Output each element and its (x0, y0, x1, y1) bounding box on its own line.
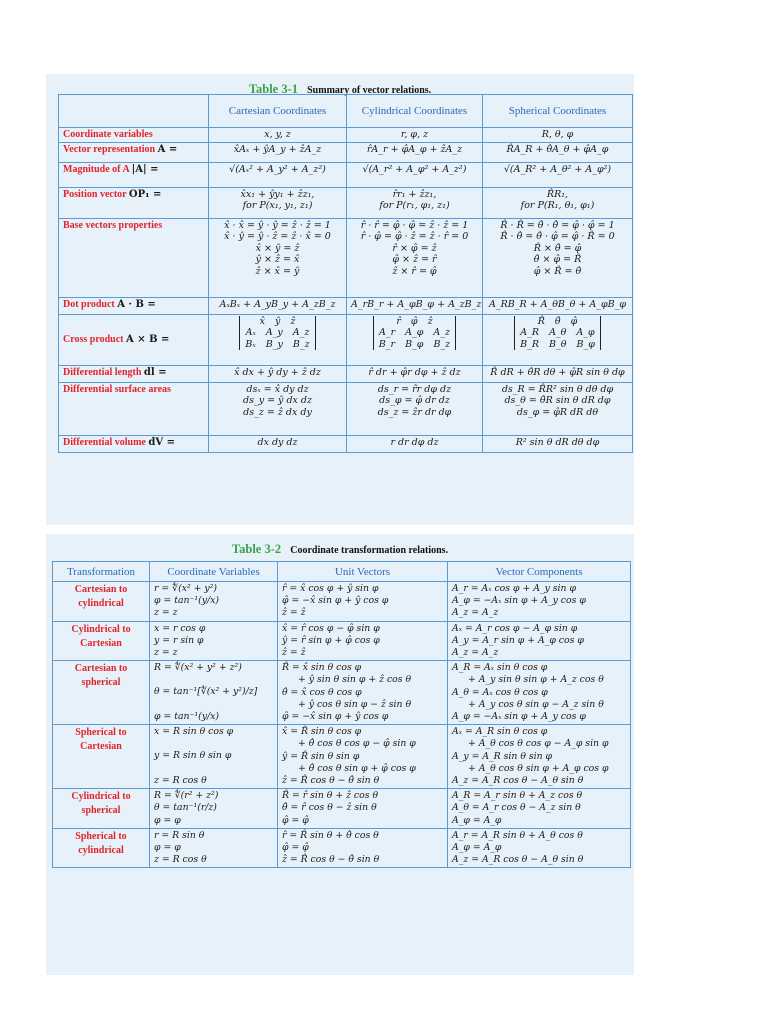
table-row (59, 218, 633, 297)
formula-line: R̂ · R̂ = θ̂ · θ̂ = φ̂ · φ̂ = 1 (500, 219, 615, 231)
determinant-entry: B_y (265, 338, 283, 350)
formula-line: R̂ dR + θ̂R dθ + φ̂R sin θ dφ (490, 366, 625, 378)
cell-sph (483, 162, 633, 187)
table-row (59, 435, 633, 452)
formula-line: ẑ = R̂ cos θ − θ̂ sin θ (282, 854, 380, 866)
cell-units (278, 725, 448, 789)
header-spherical: Spherical Coordinates (483, 95, 633, 128)
determinant-entry: x̂ (259, 315, 265, 327)
formula-line: y = r sin φ (154, 634, 204, 646)
formula-line: ds_y = ŷ dx dz (242, 395, 312, 406)
formula-line: for P(r₁, φ₁, z₁) (379, 200, 450, 211)
row-label-text: Cross product (63, 334, 124, 345)
formula-line: for P(x₁, y₁, z₁) (242, 200, 313, 211)
determinant-entry: A_z (433, 327, 451, 338)
row-label (59, 435, 209, 452)
spacer (154, 674, 273, 686)
cell-cart (209, 187, 347, 218)
formula-line: φ = φ (154, 814, 181, 826)
formula-line: A_φ = A_φ (452, 842, 502, 854)
formula-line: R̂ = r̂ sin θ + ẑ cos θ (282, 790, 379, 802)
cell-cart (209, 142, 347, 162)
cell-cart (209, 218, 347, 297)
formula-line: ds_z = ẑr dr dφ (377, 406, 452, 418)
formula-line: x = r cos φ (154, 622, 206, 634)
row-label-text: Differential length (63, 366, 142, 378)
formula-line: x, y, z (264, 129, 291, 140)
formula-line: A_z = A_z (452, 647, 499, 659)
formula-line: R² sin θ dR dθ dφ (515, 436, 600, 448)
transformation-label-line: spherical (81, 677, 121, 689)
formula-line: ẑ × x̂ = ŷ (255, 265, 300, 277)
formula-line: + ŷ sin θ sin φ + ẑ cos θ (298, 674, 412, 686)
formula-line: r = ∜(x² + y²) (154, 583, 217, 594)
determinant-entry: ŷ (274, 315, 281, 327)
spacer (154, 763, 273, 775)
formula-line: θ = tan⁻¹(r/z) (154, 802, 217, 814)
formula-line: A_θ = A_r cos θ − A_z sin θ (452, 802, 581, 814)
formula-line: r̂ = x̂ cos φ + ŷ sin φ (282, 583, 379, 594)
cell-vars (150, 661, 278, 725)
cell-comps (448, 582, 631, 622)
cell-units (278, 789, 448, 829)
formula-line: A_z = A_R cos θ − A_θ sin θ (452, 775, 584, 787)
table-title: Summary of vector relations. (307, 85, 432, 96)
formula-line: θ̂ = r̂ cos θ − ẑ sin θ (282, 802, 377, 814)
transformation-label-line: Cartesian (80, 637, 122, 649)
cell-units (278, 828, 448, 868)
formula-line: ds_φ = φ̂R dR dθ (516, 406, 599, 418)
vector-relations-table (58, 94, 633, 453)
table-row (59, 314, 633, 365)
determinant-row (379, 327, 450, 339)
table-3-2-panel (46, 534, 634, 975)
determinant-entry: A_z (292, 327, 310, 338)
table-row (59, 162, 633, 187)
determinant-entry: A_φ (405, 327, 424, 338)
formula-line: A_φ = A_φ (452, 814, 502, 826)
row-label (59, 314, 209, 365)
table-row (59, 297, 633, 314)
transformation-label (53, 789, 150, 829)
transformation-label-line: Spherical to (75, 830, 127, 842)
cell-comps (448, 828, 631, 868)
formula-line: θ = tan⁻¹[∜(x² + y²)/z] (154, 686, 258, 698)
determinant-entry: ẑ (427, 315, 433, 327)
formula-line: A_rB_r + A_φB_φ + A_zB_z (351, 298, 482, 310)
cell-cart (209, 297, 347, 314)
cell-cyl (347, 162, 483, 187)
cell-vars (150, 725, 278, 789)
transformation-label (53, 582, 150, 622)
formula-line: x = R sin θ cos φ (154, 726, 234, 738)
formula-line: θ̂ × φ̂ = R̂ (533, 254, 582, 265)
formula-line: ds_r = r̂r dφ dz (377, 383, 452, 395)
transformation-label (53, 725, 150, 789)
determinant-row (520, 339, 595, 351)
table-row (59, 128, 633, 143)
row-label-suffix: dl = (143, 366, 167, 378)
determinant-entry: A_φ (576, 327, 595, 338)
formula-line: φ = φ (154, 842, 181, 854)
row-label-text: Differential surface areas (63, 383, 171, 395)
determinant-entry: A_r (378, 327, 396, 338)
transformation-label-line: Cylindrical to (71, 623, 131, 635)
determinant-entry: B_R (520, 338, 540, 350)
formula-line: R = ∜(x² + y² + z²) (154, 662, 242, 674)
table-row (53, 789, 631, 829)
table-row (53, 828, 631, 868)
determinant-entry: B_r (378, 338, 396, 350)
formula-line: A_r = Aₓ cos φ + A_y sin φ (452, 583, 576, 594)
table-number: Table 3-2 (231, 542, 282, 556)
cell-vars (150, 789, 278, 829)
formula-line: dsₓ = x̂ dy dz (246, 383, 309, 395)
row-label-text: Differential volume (63, 436, 146, 448)
formula-line: y = R sin θ sin φ (154, 750, 232, 762)
formula-line: φ̂ = −x̂ sin φ + ŷ cos φ (282, 595, 389, 607)
cell-cyl (347, 128, 483, 143)
formula-line: z = R cos θ (154, 854, 207, 866)
formula-line: R = ∜(r² + z²) (154, 790, 219, 802)
table-row (59, 382, 633, 435)
formula-line: z = R cos θ (154, 774, 207, 786)
header-coordinate-variables: Coordinate Variables (150, 562, 278, 582)
cell-comps (448, 661, 631, 725)
determinant-row (245, 339, 309, 351)
table-row (53, 621, 631, 661)
determinant-entry: φ̂ (570, 315, 578, 327)
determinant-row (379, 316, 450, 328)
formula-line: ŷ = R̂ sin θ sin φ (282, 750, 360, 762)
cell-cyl (347, 365, 483, 382)
header-cartesian: Cartesian Coordinates (209, 95, 347, 128)
formula-line: r̂ dr + φ̂r dφ + ẑ dz (368, 366, 461, 378)
row-label-suffix: |A| = (131, 163, 159, 175)
determinant-entry: ẑ (290, 315, 296, 327)
formula-line: R, θ, φ (541, 129, 574, 140)
table-3-1-panel (46, 74, 634, 525)
row-label-text: Magnitude of A (63, 163, 130, 175)
formula-line: A_z = A_R cos θ − A_θ sin θ (452, 854, 584, 866)
formula-line: dx dy dz (257, 436, 298, 448)
formula-line: AₓBₓ + A_yB_y + A_zB_z (219, 298, 336, 310)
formula-line: Aₓ = A_r cos φ − A_φ sin φ (452, 622, 578, 634)
transformation-label (53, 621, 150, 661)
row-label-suffix: OP₁ = (128, 188, 162, 200)
cell-cyl (347, 314, 483, 365)
table-row (53, 582, 631, 622)
determinant-entry: A_R (520, 327, 540, 338)
determinant-entry: B_θ (549, 338, 567, 350)
formula-line: r dr dφ dz (390, 436, 439, 448)
cell-vars (150, 828, 278, 868)
row-label-suffix: A × B = (125, 334, 170, 345)
determinant-entry: θ̂ (554, 315, 561, 327)
cell-sph (483, 365, 633, 382)
transformation-label-line: Cylindrical to (71, 791, 131, 803)
cell-sph (483, 187, 633, 218)
cell-cyl (347, 218, 483, 297)
cell-cart (209, 382, 347, 435)
determinant-row (245, 327, 309, 339)
header-transformation: Transformation (53, 562, 150, 582)
transformation-label-line: Cartesian (80, 741, 122, 753)
formula-line: ŷ × ẑ = x̂ (255, 254, 300, 265)
formula-line: ẑ = ẑ (282, 647, 306, 659)
cell-cart (209, 128, 347, 143)
transformation-label-line: spherical (81, 805, 121, 817)
determinant-row (245, 316, 309, 328)
cell-cyl (347, 142, 483, 162)
table-row (53, 661, 631, 725)
determinant (373, 316, 456, 351)
table-number: Table 3-1 (248, 82, 299, 96)
determinant-entry: B_φ (405, 338, 424, 350)
cell-comps (448, 621, 631, 661)
cell-cart (209, 162, 347, 187)
cell-units (278, 661, 448, 725)
row-label (59, 187, 209, 218)
formula-line: + A_y cos θ sin φ − A_z sin θ (468, 698, 604, 710)
formula-line: ẑ × r̂ = φ̂ (392, 265, 437, 277)
formula-line: √(Aₓ² + A_y² + A_z²) (229, 163, 326, 175)
cell-vars (150, 621, 278, 661)
determinant-entry: A_θ (549, 327, 567, 338)
formula-line: R̂A_R + θ̂A_θ + φ̂A_φ (506, 143, 609, 155)
formula-line: φ = tan⁻¹(y/x) (154, 710, 219, 722)
formula-line: + A_θ cos θ sin φ + A_φ cos φ (468, 762, 609, 774)
formula-line: r̂ · r̂ = φ̂ · φ̂ = ẑ · ẑ = 1 (360, 219, 469, 231)
formula-line: A_R = Aₓ sin θ cos φ (452, 662, 548, 674)
coordinate-transformation-table (52, 561, 631, 868)
table-3-2-caption (46, 538, 634, 557)
transformation-label-line: cylindrical (78, 598, 124, 609)
cell-vars (150, 582, 278, 622)
formula-line: r = R sin θ (154, 829, 205, 841)
row-label-text: Position vector (63, 188, 127, 200)
formula-line: for P(R₁, θ₁, φ₁) (520, 200, 595, 211)
formula-line: r, φ, z (400, 129, 429, 140)
formula-line: ŷ = r̂ sin φ + φ̂ cos φ (282, 634, 380, 646)
determinant-entry: r̂ (396, 315, 401, 327)
cell-sph (483, 297, 633, 314)
formula-line: + ŷ cos θ sin φ − ẑ sin θ (298, 698, 412, 710)
determinant-entry: B_z (292, 338, 310, 350)
cell-units (278, 621, 448, 661)
cell-sph (483, 435, 633, 452)
formula-line: x̂ × ŷ = ẑ (255, 242, 300, 254)
transformation-label-line: Cartesian to (74, 584, 128, 595)
row-label (59, 162, 209, 187)
formula-line: φ̂ × R̂ = θ̂ (533, 265, 582, 277)
formula-line: φ̂ × ẑ = r̂ (392, 254, 437, 265)
formula-line: r̂A_r + φ̂A_φ + ẑA_z (366, 143, 463, 155)
row-label-text: Dot product (63, 298, 115, 310)
cell-cyl (347, 187, 483, 218)
cell-cyl (347, 435, 483, 452)
formula-line: √(A_R² + A_θ² + A_φ²) (503, 163, 612, 175)
spacer (154, 738, 273, 750)
determinant (239, 316, 315, 351)
formula-line: R̂ × θ̂ = φ̂ (533, 242, 582, 254)
determinant-row (520, 327, 595, 339)
formula-line: R̂R₁, (546, 188, 569, 200)
row-label (59, 218, 209, 297)
cell-cart (209, 314, 347, 365)
cell-sph (483, 128, 633, 143)
formula-line: R̂ · θ̂ = θ̂ · φ̂ = φ̂ · R̂ = 0 (500, 231, 615, 242)
formula-line: x̂ = r̂ cos φ − φ̂ sin φ (282, 622, 380, 634)
transformation-label (53, 828, 150, 868)
cell-cyl (347, 297, 483, 314)
determinant-entry: Bₓ (245, 338, 256, 350)
determinant-entry: B_φ (576, 338, 595, 350)
row-label-text: Vector representation (63, 143, 156, 155)
header-vector-components: Vector Components (448, 562, 631, 582)
formula-line: x̂ dx + ŷ dy + ẑ dz (234, 366, 321, 378)
spacer (154, 699, 273, 711)
formula-line: φ̂ = −x̂ sin φ + ŷ cos φ (282, 711, 389, 723)
formula-line: √(A_r² + A_φ² + A_z²) (362, 163, 467, 175)
formula-line: A_R = A_r sin θ + A_z cos θ (452, 790, 583, 802)
formula-line: + θ̂ cos θ sin φ + φ̂ cos φ (298, 762, 416, 774)
formula-line: r̂ × φ̂ = ẑ (392, 242, 437, 254)
row-label-text: Coordinate variables (63, 129, 153, 140)
formula-line: R̂ = x̂ sin θ cos φ (282, 662, 362, 674)
formula-line: + A_y sin θ sin φ + A_z cos θ (468, 674, 604, 686)
formula-line: A_φ = −Aₓ sin φ + A_y cos φ (452, 711, 586, 723)
determinant-entry: A_y (265, 327, 283, 338)
formula-line: z = z (154, 607, 178, 619)
row-label-text: Base vectors properties (63, 219, 163, 231)
formula-line: φ̂ = φ̂ (282, 814, 309, 826)
formula-line: φ = tan⁻¹(y/x) (154, 595, 219, 607)
formula-line: ds_θ = θ̂R sin θ dR dφ (504, 395, 611, 406)
cell-cart (209, 435, 347, 452)
formula-line: A_y = A_r sin φ + A_φ cos φ (452, 634, 584, 646)
transformation-label-line: Spherical to (75, 727, 127, 739)
formula-line: A_φ = −Aₓ sin φ + A_y cos φ (452, 595, 586, 607)
row-label (59, 365, 209, 382)
cell-sph (483, 314, 633, 365)
transformation-label-line: cylindrical (78, 844, 124, 856)
row-label (59, 142, 209, 162)
formula-line: r̂ · φ̂ = φ̂ · ẑ = ẑ · r̂ = 0 (360, 231, 469, 242)
header-unit-vectors: Unit Vectors (278, 562, 448, 582)
cell-sph (483, 142, 633, 162)
row-label-suffix: dV = (148, 436, 175, 448)
determinant-row (379, 339, 450, 351)
cell-cyl (347, 382, 483, 435)
corner-cell (59, 95, 209, 128)
formula-line: + θ̂ cos θ cos φ − φ̂ sin φ (298, 738, 416, 750)
row-label (59, 128, 209, 143)
header-cylindrical: Cylindrical Coordinates (347, 95, 483, 128)
formula-line: ds_R = R̂R² sin θ dθ dφ (501, 383, 614, 395)
formula-line: x̂ · x̂ = ŷ · ŷ = ẑ · ẑ = 1 (224, 219, 331, 231)
formula-line: x̂ = R̂ sin θ cos φ (282, 726, 362, 738)
formula-line: A_r = A_R sin θ + A_θ cos θ (452, 829, 583, 841)
formula-line: A_z = A_z (452, 607, 499, 619)
row-label (59, 297, 209, 314)
cell-sph (483, 218, 633, 297)
formula-line: θ̂ = x̂ cos θ cos φ (282, 686, 362, 698)
cell-units (278, 582, 448, 622)
formula-line: Aₓ = A_R sin θ cos φ (452, 726, 548, 738)
table-title: Coordinate transformation relations. (290, 545, 449, 556)
determinant-entry: Aₓ (245, 327, 256, 338)
row-label (59, 382, 209, 435)
formula-line: φ̂ = φ̂ (282, 842, 309, 854)
formula-line: A_θ = Aₓ cos θ cos φ (452, 686, 548, 698)
formula-line: r̂r₁ + ẑz₁, (392, 188, 437, 200)
formula-line: x̂ · ŷ = ŷ · ẑ = ẑ · x̂ = 0 (224, 231, 331, 242)
formula-line: x̂x₁ + ŷy₁ + ẑz₁, (240, 188, 315, 200)
transformation-label (53, 661, 150, 725)
formula-line: r̂ = R̂ sin θ + θ̂ cos θ (282, 829, 379, 841)
formula-line: + A_θ cos θ cos φ − A_φ sin φ (468, 738, 609, 750)
determinant-entry: R̂ (537, 315, 545, 327)
formula-line: ds_z = ẑ dx dy (243, 406, 312, 418)
table-row (59, 187, 633, 218)
determinant-entry: φ̂ (410, 315, 418, 327)
formula-line: ds_φ = φ̂ dr dz (379, 395, 450, 406)
formula-line: x̂Aₓ + ŷA_y + ẑA_z (233, 143, 322, 155)
row-label-suffix: A · B = (117, 298, 156, 310)
determinant-entry: B_z (433, 338, 451, 350)
determinant (514, 316, 601, 351)
cell-sph (483, 382, 633, 435)
formula-line: A_y = A_R sin θ sin φ (452, 750, 553, 762)
formula-line: ẑ = ẑ (282, 607, 306, 619)
table-row (59, 365, 633, 382)
determinant-row (520, 316, 595, 328)
cell-comps (448, 789, 631, 829)
transformation-label-line: Cartesian to (74, 663, 128, 675)
formula-line: z = z (154, 647, 178, 659)
row-label-suffix: A = (157, 143, 178, 155)
table-row (53, 725, 631, 789)
formula-line: ẑ = R̂ cos θ − θ̂ sin θ (282, 775, 380, 787)
table-row (59, 142, 633, 162)
cell-cart (209, 365, 347, 382)
formula-line: A_RB_R + A_θB_θ + A_φB_φ (488, 298, 627, 310)
cell-comps (448, 725, 631, 789)
